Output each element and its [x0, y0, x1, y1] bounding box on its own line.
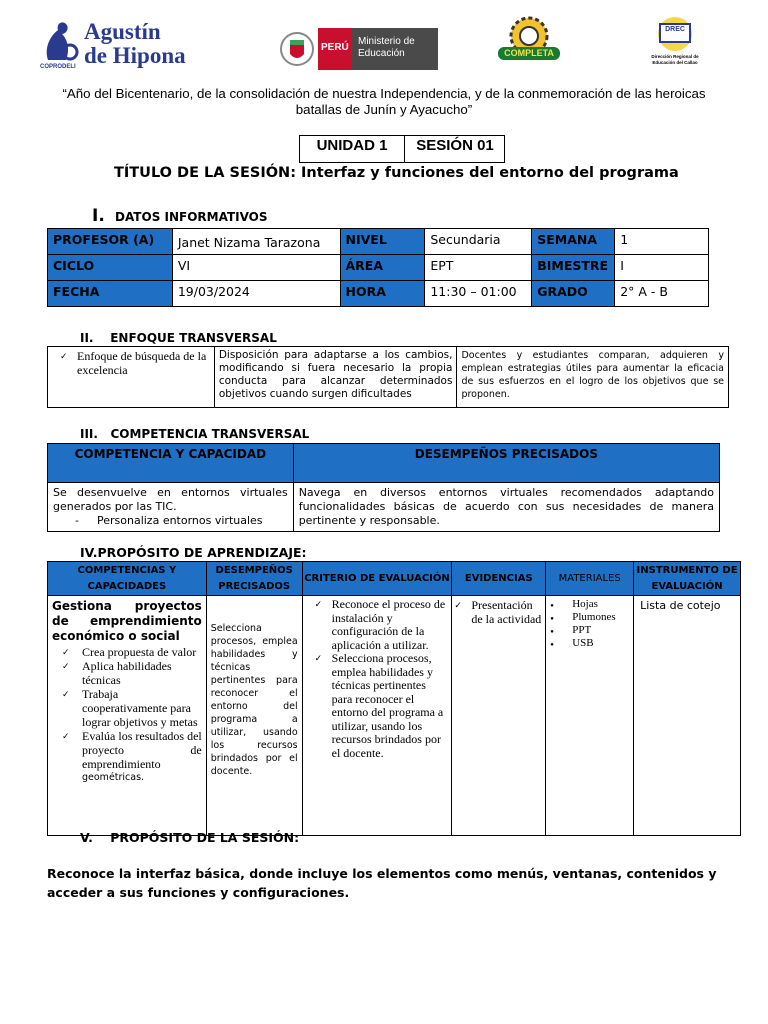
sun-icon — [640, 14, 710, 58]
section-1-title: DATOS INFORMATIVOS — [114, 210, 268, 224]
section-1-heading — [92, 206, 268, 226]
desempeno-cell: Navega en diversos entornos virtuales recomendados adaptando funcionalidades básicas de acuerdo con sus necesidades de manera pertinente y responsable. — [293, 483, 719, 532]
sesion-label: SESIÓN 01 — [416, 137, 494, 154]
ministry-logo — [280, 28, 440, 70]
table-row — [48, 281, 709, 307]
school-logo — [40, 18, 190, 76]
table-row — [48, 347, 729, 408]
badge-logo — [494, 14, 564, 64]
table-cell: 2° A - B — [615, 281, 709, 307]
capacidades-list — [52, 645, 202, 785]
drec-logo — [640, 14, 710, 70]
enfoque-cell — [48, 347, 215, 408]
school-sub: COPRODELI — [40, 64, 76, 70]
list-item: ✓ Reconoce el proceso de instalación y configuración de la aplicación a utilizar. — [315, 598, 448, 652]
table-cell: EPT — [425, 255, 532, 281]
list-item: ✓ Evalúa los resultados del proyecto de emprendimiento — [62, 729, 202, 771]
ministry-label: Ministerio de Educación — [358, 36, 415, 59]
peru-shield-icon — [280, 28, 314, 70]
capacidad-text: Personaliza entornos virtuales — [96, 514, 263, 527]
table-cell: Janet Nizama Tarazona — [172, 229, 340, 255]
list-item: ● Plumones — [548, 611, 631, 624]
table-cell: SEMANA — [532, 229, 615, 255]
header-desempenos: DESEMPEÑOS PRECISADOS — [293, 444, 719, 483]
enfoque-table — [47, 346, 729, 408]
badge-text: COMPLETA — [504, 48, 554, 58]
peru-label: PERÚ — [321, 42, 349, 53]
table-cell: PROFESOR (A) — [48, 229, 173, 255]
table-cell: 11:30 – 01:00 — [425, 281, 532, 307]
table-cell: CICLO — [48, 255, 173, 281]
competencia-text: Se desenvuelve en entornos virtuales generados por las TIC. — [53, 486, 288, 513]
datos-table — [47, 228, 709, 307]
list-item: ✓ Crea propuesta de valor — [62, 645, 202, 659]
ministry-box — [352, 28, 438, 70]
table-row — [48, 596, 741, 836]
list-item: ✓ Trabaja cooperativamente para lograr objetivos y metas — [62, 687, 202, 729]
table-cell: NIVEL — [340, 229, 425, 255]
drec-sub: Dirección Regional de Educación del Callao — [651, 54, 699, 65]
list-item: ✓ Presentación de la actividad — [454, 598, 543, 626]
section-4-heading: IV.PROPÓSITO DE APRENDIZAJE: — [80, 545, 307, 560]
list-item: ✓ Aplica habilidades técnicas — [62, 659, 202, 687]
criterios-cell — [302, 596, 452, 836]
capacidades-tail: geométricas. — [82, 772, 145, 783]
header-cell: EVIDENCIAS — [452, 562, 546, 596]
competencia-table — [47, 443, 720, 532]
session-purpose-text: Reconoce la interfaz básica, donde incluye los elementos como menús, ventanas, contenidos y acceder a sus funciones y configuraciones. — [47, 866, 717, 900]
table-cell: 1 — [615, 229, 709, 255]
table-cell: FECHA — [48, 281, 173, 307]
header-cell: COMPETENCIAS Y CAPACIDADES — [48, 562, 207, 596]
enfoque-name: ✓ Enfoque de búsqueda de la excelencia — [60, 349, 210, 377]
capacidad-line — [53, 514, 288, 528]
section-1-number: I. — [92, 206, 105, 226]
table-cell: 19/03/2024 — [172, 281, 340, 307]
school-name-line1: Agustín — [84, 19, 161, 44]
proposito-table — [47, 561, 741, 836]
unidad-sesion-box — [299, 135, 505, 163]
header-cell: INSTRUMENTO DE EVALUACIÓN — [634, 562, 741, 596]
school-name — [84, 20, 186, 68]
evidencias-cell — [452, 596, 546, 836]
table-cell: Secundaria — [425, 229, 532, 255]
table-row — [48, 255, 709, 281]
table-row — [48, 562, 741, 596]
list-item: ✓ Selecciona procesos, emplea habilidades y técnicas pertinentes para reconocer el entorno del programa a utilizar, usando los recursos brindados por el docente. — [315, 652, 448, 760]
school-name-line2: de Hipona — [84, 43, 186, 68]
competencia-cell — [48, 483, 294, 532]
drec-label: DREC — [665, 26, 685, 33]
table-row — [48, 444, 720, 483]
enfoque-actitud: Docentes y estudiantes comparan, adquieren y emplean estrategias útiles para aumentar la eficacia de sus esfuerzos en el logro de los objetivos que se proponen. — [457, 347, 729, 408]
list-item: ● Hojas — [548, 598, 631, 611]
header-cell: DESEMPEÑOS PRECISADOS — [206, 562, 302, 596]
table-row — [48, 229, 709, 255]
table-cell: VI — [172, 255, 340, 281]
desempenos-cell: Selecciona procesos, emplea habilidades y técnicas pertinentes para reconocer el entorno del programa a utilizar, usando los recursos brindados por el docente. — [206, 596, 302, 836]
list-item: ● USB — [548, 637, 631, 650]
competencias-cell — [48, 596, 207, 836]
unidad-label: UNIDAD 1 — [300, 136, 405, 162]
peru-box — [318, 28, 352, 70]
section-3-heading: III. COMPETENCIA TRANSVERSAL — [80, 427, 310, 441]
table-cell: I — [615, 255, 709, 281]
materiales-cell — [546, 596, 634, 836]
table-cell: GRADO — [532, 281, 615, 307]
enfoque-valor: Disposición para adaptarse a los cambios, modificando si fuera necesario la propia conducta para alcanzar determinados objetivos cuando surgen dificultades — [214, 347, 457, 408]
table-row — [48, 483, 720, 532]
competencia-title: Gestiona proyectos de emprendimiento económico o social — [52, 599, 202, 643]
table-cell: BIMESTRE — [532, 255, 615, 281]
school-crest-icon — [40, 20, 80, 66]
header-cell: MATERIALES — [546, 562, 634, 596]
header-competencia: COMPETENCIA Y CAPACIDAD — [48, 444, 294, 483]
table-cell: HORA — [340, 281, 425, 307]
header-cell: CRITERIO DE EVALUACIÓN — [302, 562, 452, 596]
section-2-heading: II. ENFOQUE TRANSVERSAL — [80, 331, 277, 345]
table-cell: ÁREA — [340, 255, 425, 281]
session-title: TÍTULO DE LA SESIÓN: Interfaz y funciones del entorno del programa — [114, 165, 679, 181]
section-5-heading: V. PROPÓSITO DE LA SESIÓN: — [80, 830, 300, 845]
list-item: ● PPT — [548, 624, 631, 637]
instrumento-cell: Lista de cotejo — [634, 596, 741, 836]
capacidad-dash: - — [75, 514, 79, 527]
motto: “Año del Bicentenario, de la consolidación de nuestra Independencia, y de la conmemoración de las heroicas batallas de Junín y Ayacucho” — [62, 86, 706, 117]
